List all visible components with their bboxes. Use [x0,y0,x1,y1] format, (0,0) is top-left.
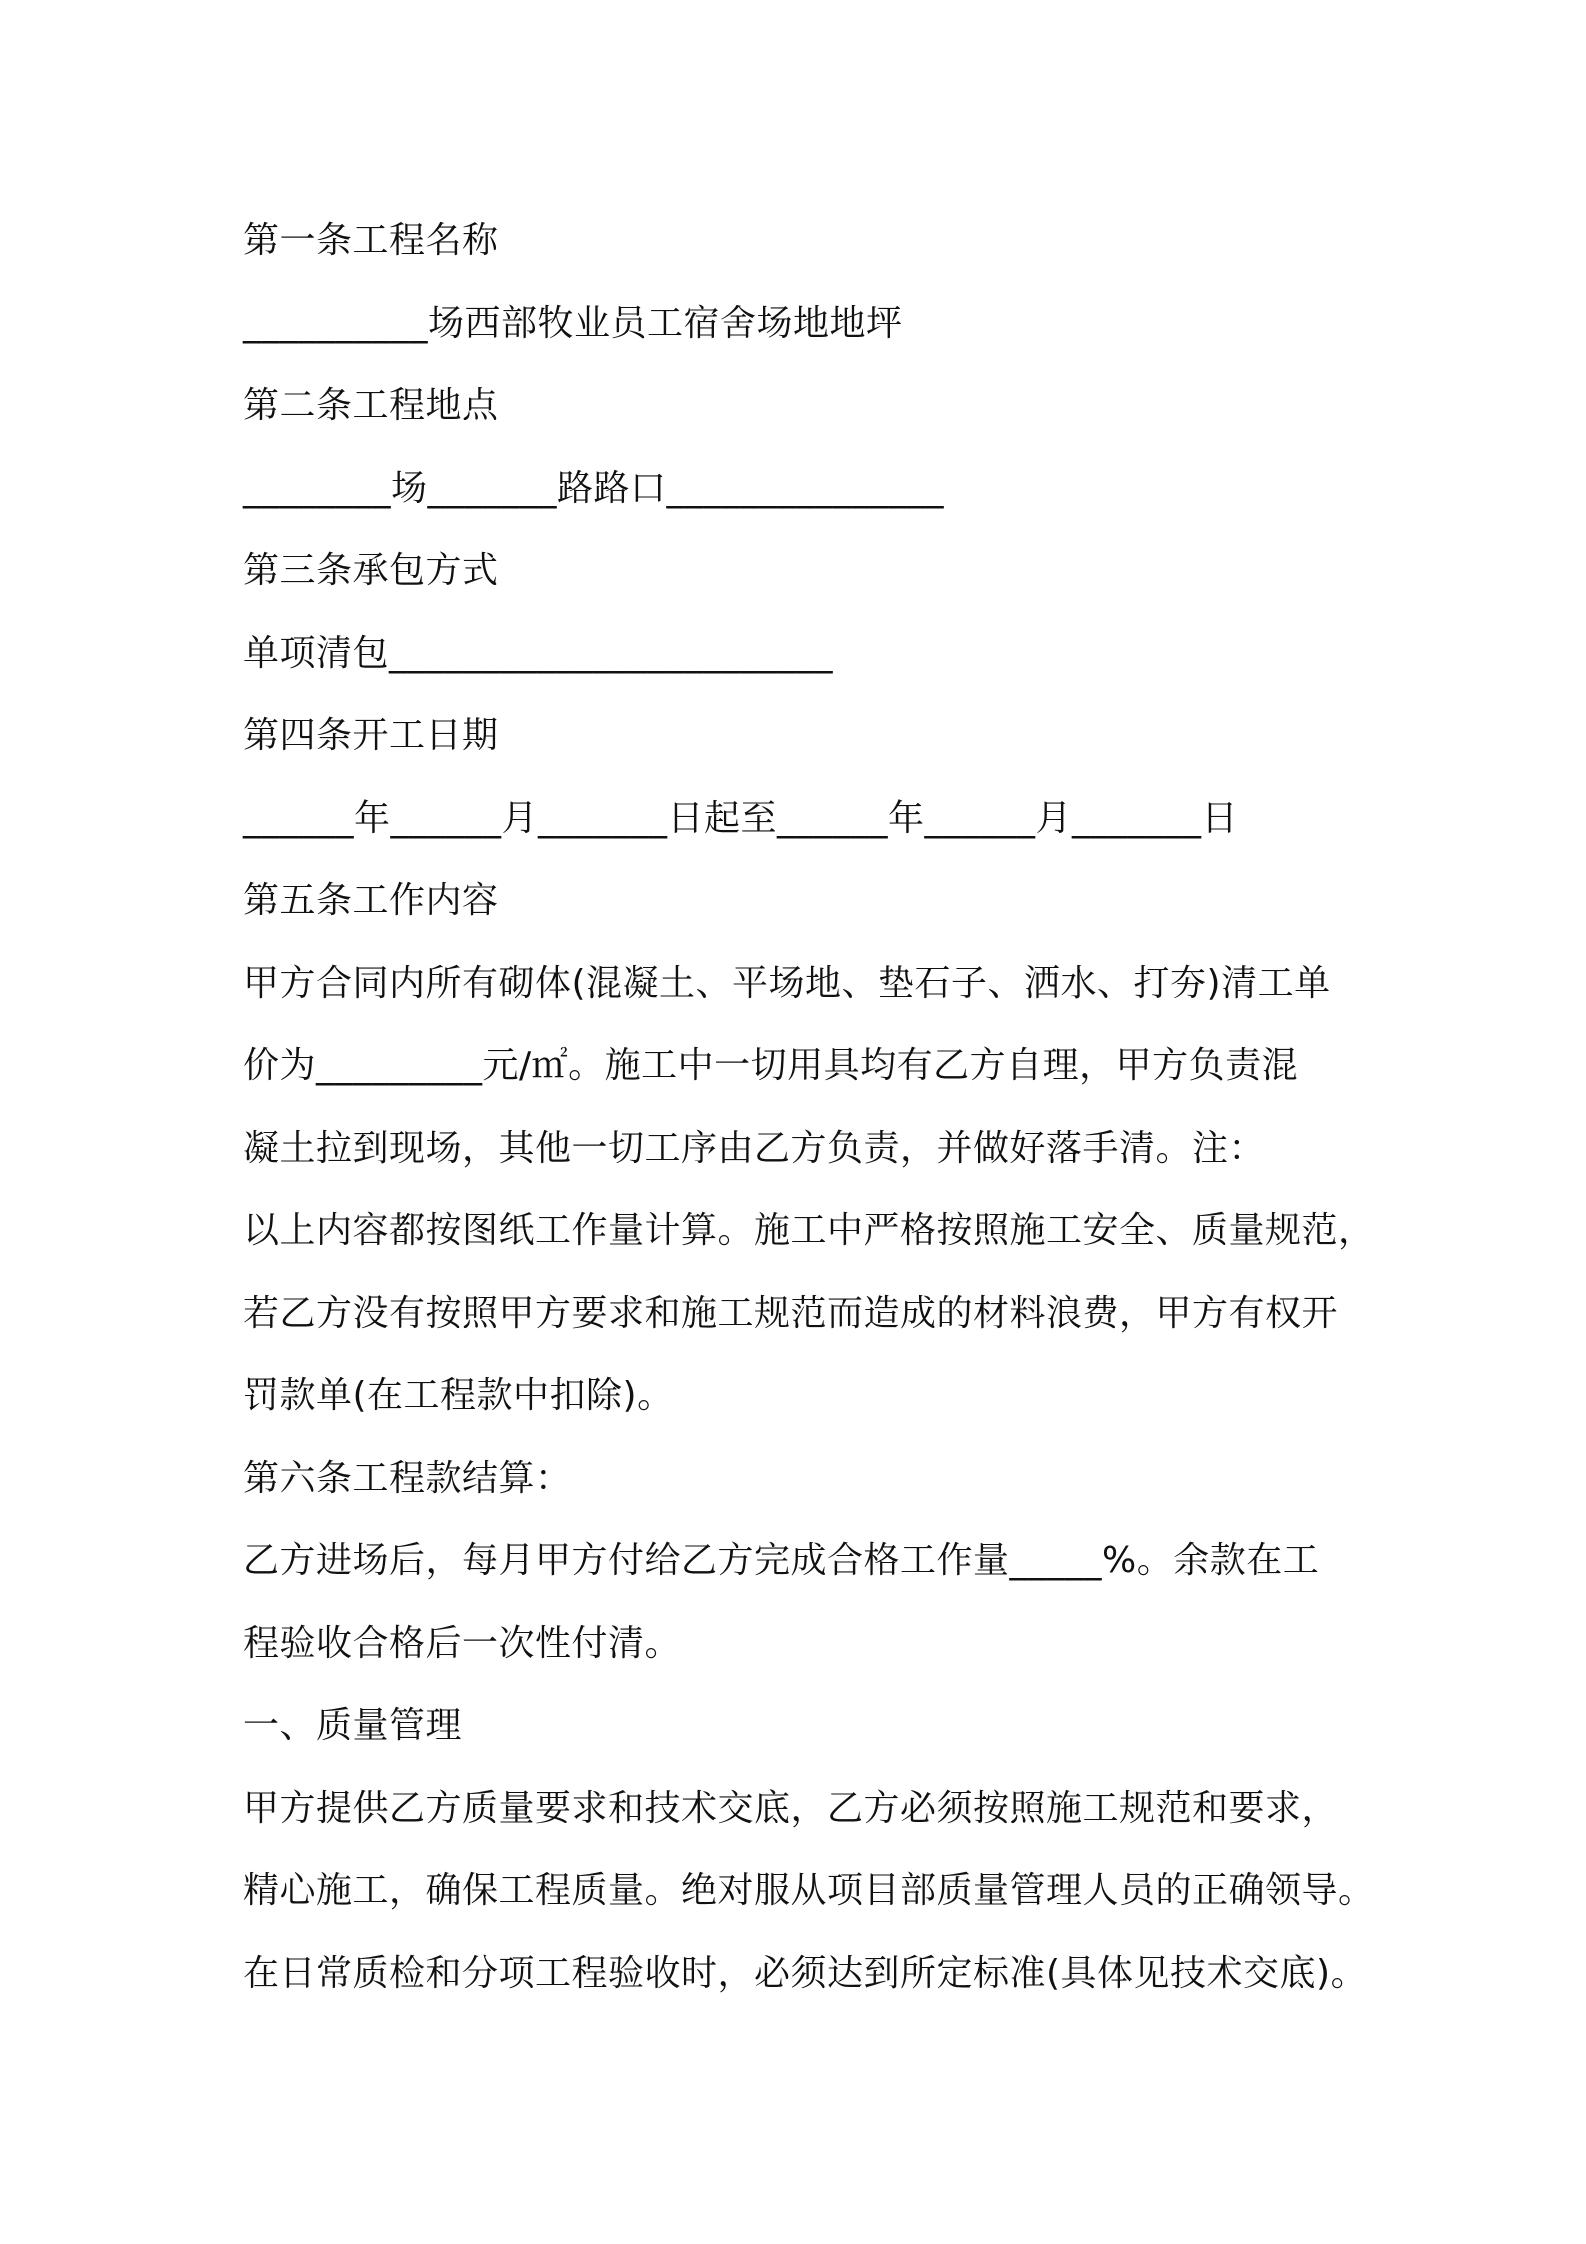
article-5-heading: 第五条工作内容 [243,880,499,921]
article-2-text: ________场_______路路口_______________ [243,467,945,509]
section-quality-heading: 一、质量管理 [243,1705,463,1746]
section-quality-text-line: 在日常质检和分项工程验收时，必须达到所定标准(具体见技术交底)。 [243,1952,1368,1994]
article-5-text-line: 价为_________元/㎡。施工中一切用具均有乙方自理，甲方负责混 [243,1045,1299,1086]
article-5-note-line: 罚款单(在工程款中扣除)。 [243,1375,674,1416]
article-4-text: ______年______月_______日起至______年______月_______日 [243,797,1239,839]
document-body [243,200,1373,2015]
article-3-text: 单项清包________________________ [243,632,834,674]
article-4-heading: 第四条开工日期 [243,715,499,756]
article-5-note-line: 以上内容都按图纸工作量计算。施工中严格按照施工安全、质量规范， [243,1210,1375,1251]
article-5-text-line: 甲方合同内所有砌体(混凝土、平场地、垫石子、洒水、打夯)清工单 [243,962,1331,1004]
article-6-text-line: 程验收合格后一次性付清。 [243,1622,682,1664]
article-1-heading: 第一条工程名称 [243,220,499,261]
article-5-note-line: 若乙方没有按照甲方要求和施工规范而造成的材料浪费，甲方有权开 [243,1292,1339,1334]
article-2-heading: 第二条工程地点 [243,385,499,426]
article-1-text: __________场西部牧业员工宿舍场地地坪 [243,302,903,344]
section-quality-text-line: 甲方提供乙方质量要求和技术交底，乙方必须按照施工规范和要求， [243,1787,1339,1829]
article-6-heading: 第六条工程款结算： [243,1457,572,1499]
section-quality-text-line: 精心施工，确保工程质量。绝对服从项目部质量管理人员的正确领导。 [243,1870,1375,1911]
article-6-text-line: 乙方进场后，每月甲方付给乙方完成合格工作量_____%。余款在工 [243,1540,1320,1581]
article-5-text-line: 凝土拉到现场，其他一切工序由乙方负责，并做好落手清。注： [243,1127,1266,1169]
article-3-heading: 第三条承包方式 [243,550,499,591]
